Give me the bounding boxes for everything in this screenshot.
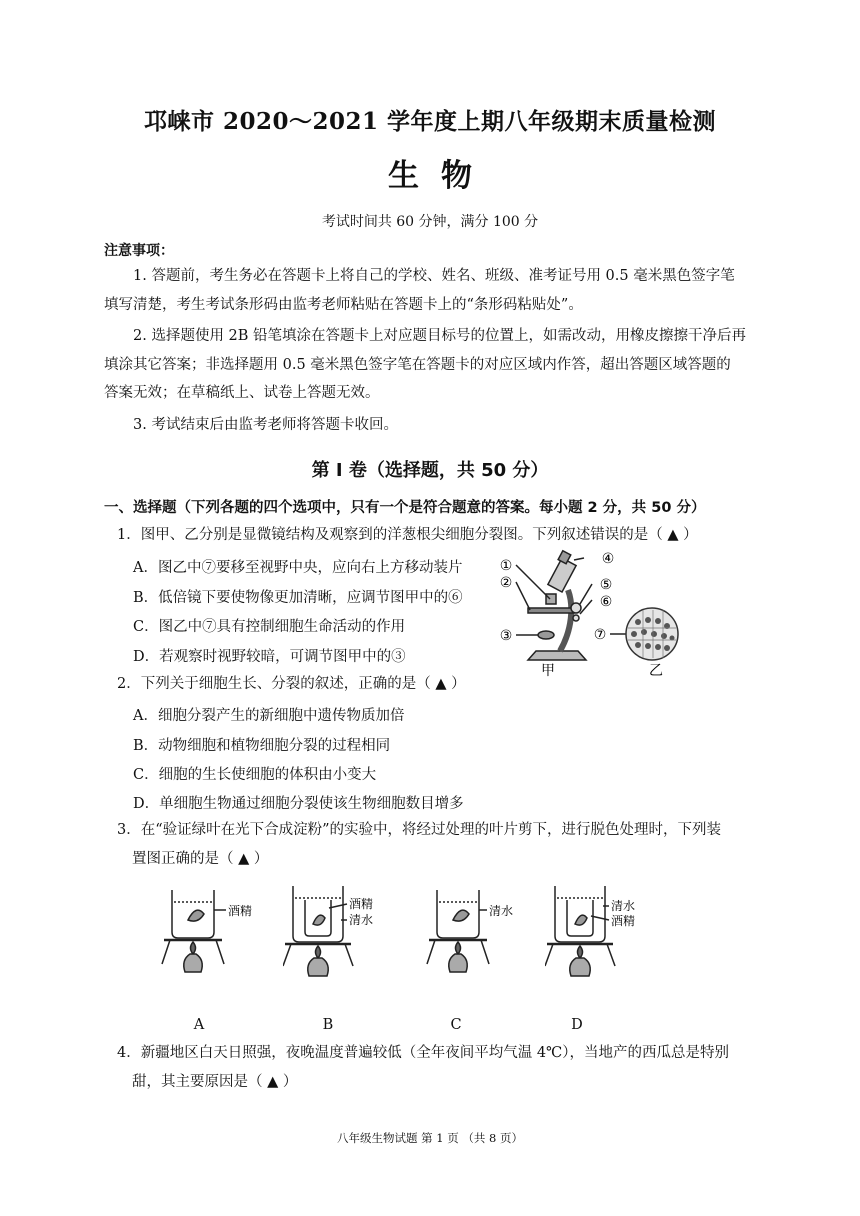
q3-d-inner-label: 酒精 — [611, 914, 636, 928]
q3-d-outer-label: 清水 — [611, 899, 636, 913]
q1-option-b: B．低倍镜下要使物像更加清晰，应调节图甲中的⑥ — [133, 590, 463, 606]
q3-a-liquid-label: 酒精 — [228, 904, 253, 918]
part-heading: 一、选择题（下列各题的四个选项中，只有一个是符合题意的答案。每小题 2 分，共 50 分） — [104, 500, 706, 516]
label-6: ⑥ — [599, 594, 613, 610]
label-3: ③ — [499, 628, 513, 644]
q3-stem-line-2: 置图正确的是（ ▲ ） — [132, 850, 269, 867]
notice-heading: 注意事项： — [104, 243, 174, 259]
label-jia: 甲 — [541, 663, 555, 679]
q4-stem — [117, 1039, 760, 1096]
q2-option-c: C．细胞的生长使细胞的体积由小变大 — [133, 767, 377, 783]
notice-item-3 — [104, 411, 760, 440]
q1-option-c: C．图乙中⑦具有控制细胞生命活动的作用 — [133, 619, 406, 635]
q2-option-d: D．单细胞生物通过细胞分裂使该生物细胞数目增多 — [133, 796, 464, 812]
notice-item-1-line-2: 填写清楚，考生考试条形码由监考老师粘贴在答题卡上的“条形码粘贴处”。 — [104, 296, 583, 313]
q3-option-a-label: A — [193, 1017, 205, 1033]
q2-option-a: A．细胞分裂产生的新细胞中遗传物质加倍 — [133, 708, 405, 724]
label-1: ① — [499, 558, 513, 574]
q3-b-outer-label: 清水 — [349, 913, 374, 927]
notice-item-2-line-2: 填涂其它答案；非选择题用 0.5 毫米黑色签字笔在答题卡的对应区域内作答，超出答题区域答题的 — [104, 356, 731, 373]
q3-figure-b — [283, 880, 393, 980]
section-title: 第 I 卷（选择题，共 50 分） — [311, 460, 549, 481]
exam-time-info: 考试时间共 60 分钟，满分 100 分 — [321, 214, 539, 230]
q3-figure-c — [425, 880, 525, 980]
q1-option-a: A．图乙中⑦要移至视野中央，应向右上方移动装片 — [133, 560, 463, 576]
exam-title: 邛崃市 2020～2021 学年度上期八年级期末质量检测 — [143, 108, 717, 135]
q3-c-liquid-label: 清水 — [489, 904, 514, 918]
notice-item-2-line-1: 2. 选择题使用 2B 铅笔填涂在答题卡上对应题目标号的位置上，如需改动，用橡皮擦擦干净后再 — [133, 328, 747, 344]
q3-option-c-label: C — [450, 1017, 462, 1033]
notice-item-1 — [104, 262, 760, 319]
notice-item-2-line-3: 答案无效；在草稿纸上、试卷上答题无效。 — [104, 385, 380, 402]
microscope-figure — [516, 551, 630, 660]
q3-b-inner-label: 酒精 — [349, 897, 374, 911]
q3-figure-d — [545, 880, 655, 980]
q2-option-b: B．动物细胞和植物细胞分裂的过程相同 — [133, 738, 391, 754]
q1-option-d: D．若观察时视野较暗，可调节图甲中的③ — [133, 649, 406, 665]
notice-item-2 — [104, 322, 760, 408]
q4-stem-line-1: 4．新疆地区白天日照强，夜晚温度普遍较低（全年夜间平均气温 4℃），当地产的西瓜总是特别 — [117, 1045, 730, 1061]
label-2: ② — [499, 575, 513, 591]
label-5: ⑤ — [599, 577, 613, 593]
exam-subject: 生物 — [388, 158, 494, 194]
cell-view-figure — [626, 608, 678, 660]
page-footer: 八年级生物试题 第 1 页 （共 8 页） — [336, 1131, 524, 1145]
q2-stem: 2．下列关于细胞生长、分裂的叙述，正确的是（ ▲ ） — [117, 676, 466, 692]
notice-item-3-line: 3. 考试结束后由监考老师将答题卡收回。 — [133, 417, 398, 433]
q3-stem-line-1: 3．在“验证绿叶在光下合成淀粉”的实验中，将经过处理的叶片剪下，进行脱色处理时，下列装 — [117, 822, 722, 838]
q3-stem — [117, 816, 760, 873]
notice-item-1-line-1: 1. 答题前，考生务必在答题卡上将自己的学校、姓名、班级、准考证号用 0.5 毫米黑色签字笔 — [133, 268, 735, 284]
label-7: ⑦ — [593, 627, 607, 643]
label-yi: 乙 — [649, 663, 663, 679]
q4-stem-line-2: 甜，其主要原因是（ ▲ ） — [132, 1073, 298, 1090]
q3-option-d-label: D — [571, 1017, 583, 1033]
q1-stem: 1．图甲、乙分别是显微镜结构及观察到的洋葱根尖细胞分裂图。下列叙述错误的是（ ▲ ） — [117, 527, 698, 543]
q1-figure — [488, 548, 688, 680]
q3-option-b-label: B — [322, 1017, 334, 1033]
label-4: ④ — [601, 551, 615, 567]
q3-figure-a — [160, 880, 260, 980]
